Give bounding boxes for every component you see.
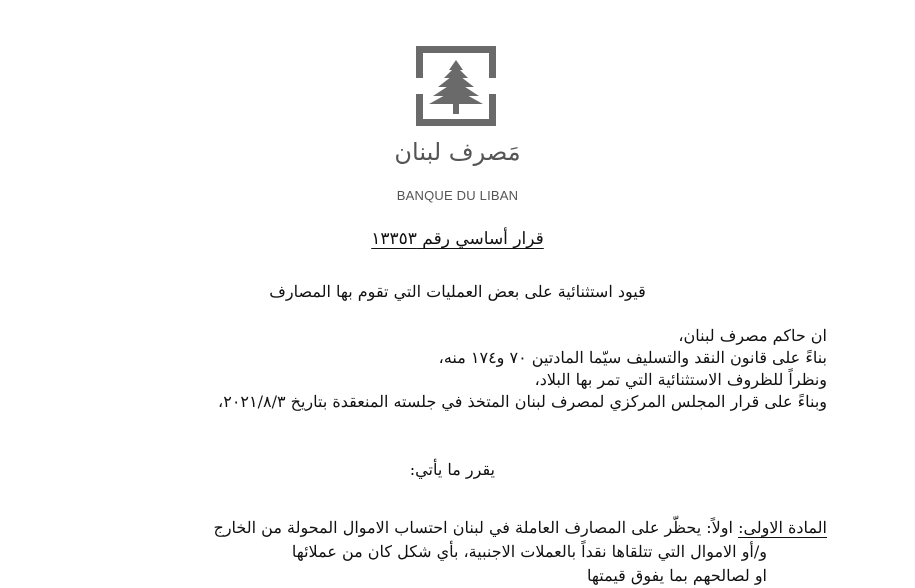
decides-heading: يقرر ما يأتي: bbox=[409, 460, 495, 479]
preamble bbox=[218, 325, 827, 413]
article-1-line2: و/أو الاموال التي تتلقاها نقداً بالعملات الاجنبية، بأي شكل كان من عملائها bbox=[291, 542, 767, 561]
preamble-line: ونظراً للظروف الاستثنائية التي تمر بها البلاد، bbox=[534, 370, 827, 389]
preamble-line: بناءً على قانون النقد والتسليف سيّما المادتين ٧٠ و١٧٤ منه، bbox=[438, 348, 827, 367]
decision-title-text: قرار أساسي رقم ١٣٣٥٣ bbox=[371, 229, 544, 249]
article-1-label: المادة الاولى: bbox=[738, 518, 827, 537]
article-1-first-line bbox=[87, 516, 827, 540]
decision-title bbox=[0, 229, 915, 249]
decision-subject: قيود استثنائية على بعض العمليات التي تقوم بها المصارف bbox=[269, 282, 646, 301]
cedar-frame-logo bbox=[416, 46, 496, 126]
preamble-line: ان حاكم مصرف لبنان، bbox=[678, 326, 827, 345]
preamble-line: وبناءً على قرار المجلس المركزي لمصرف لبنان المتخذ في جلسته المنعقدة بتاريخ ٢٠٢١/٨/٣، bbox=[218, 392, 827, 411]
article-1 bbox=[87, 516, 827, 588]
bank-name-arabic: مَصرف لبنان bbox=[394, 138, 521, 166]
article-1-line1: اولاً: يحظّر على المصارف العاملة في لبنان احتساب الاموال المحولة من الخارج bbox=[213, 518, 733, 537]
bank-name-french: BANQUE DU LIBAN bbox=[396, 188, 519, 203]
article-1-line3: او لصالحهم بما يفوق قيمتها bbox=[587, 566, 767, 585]
